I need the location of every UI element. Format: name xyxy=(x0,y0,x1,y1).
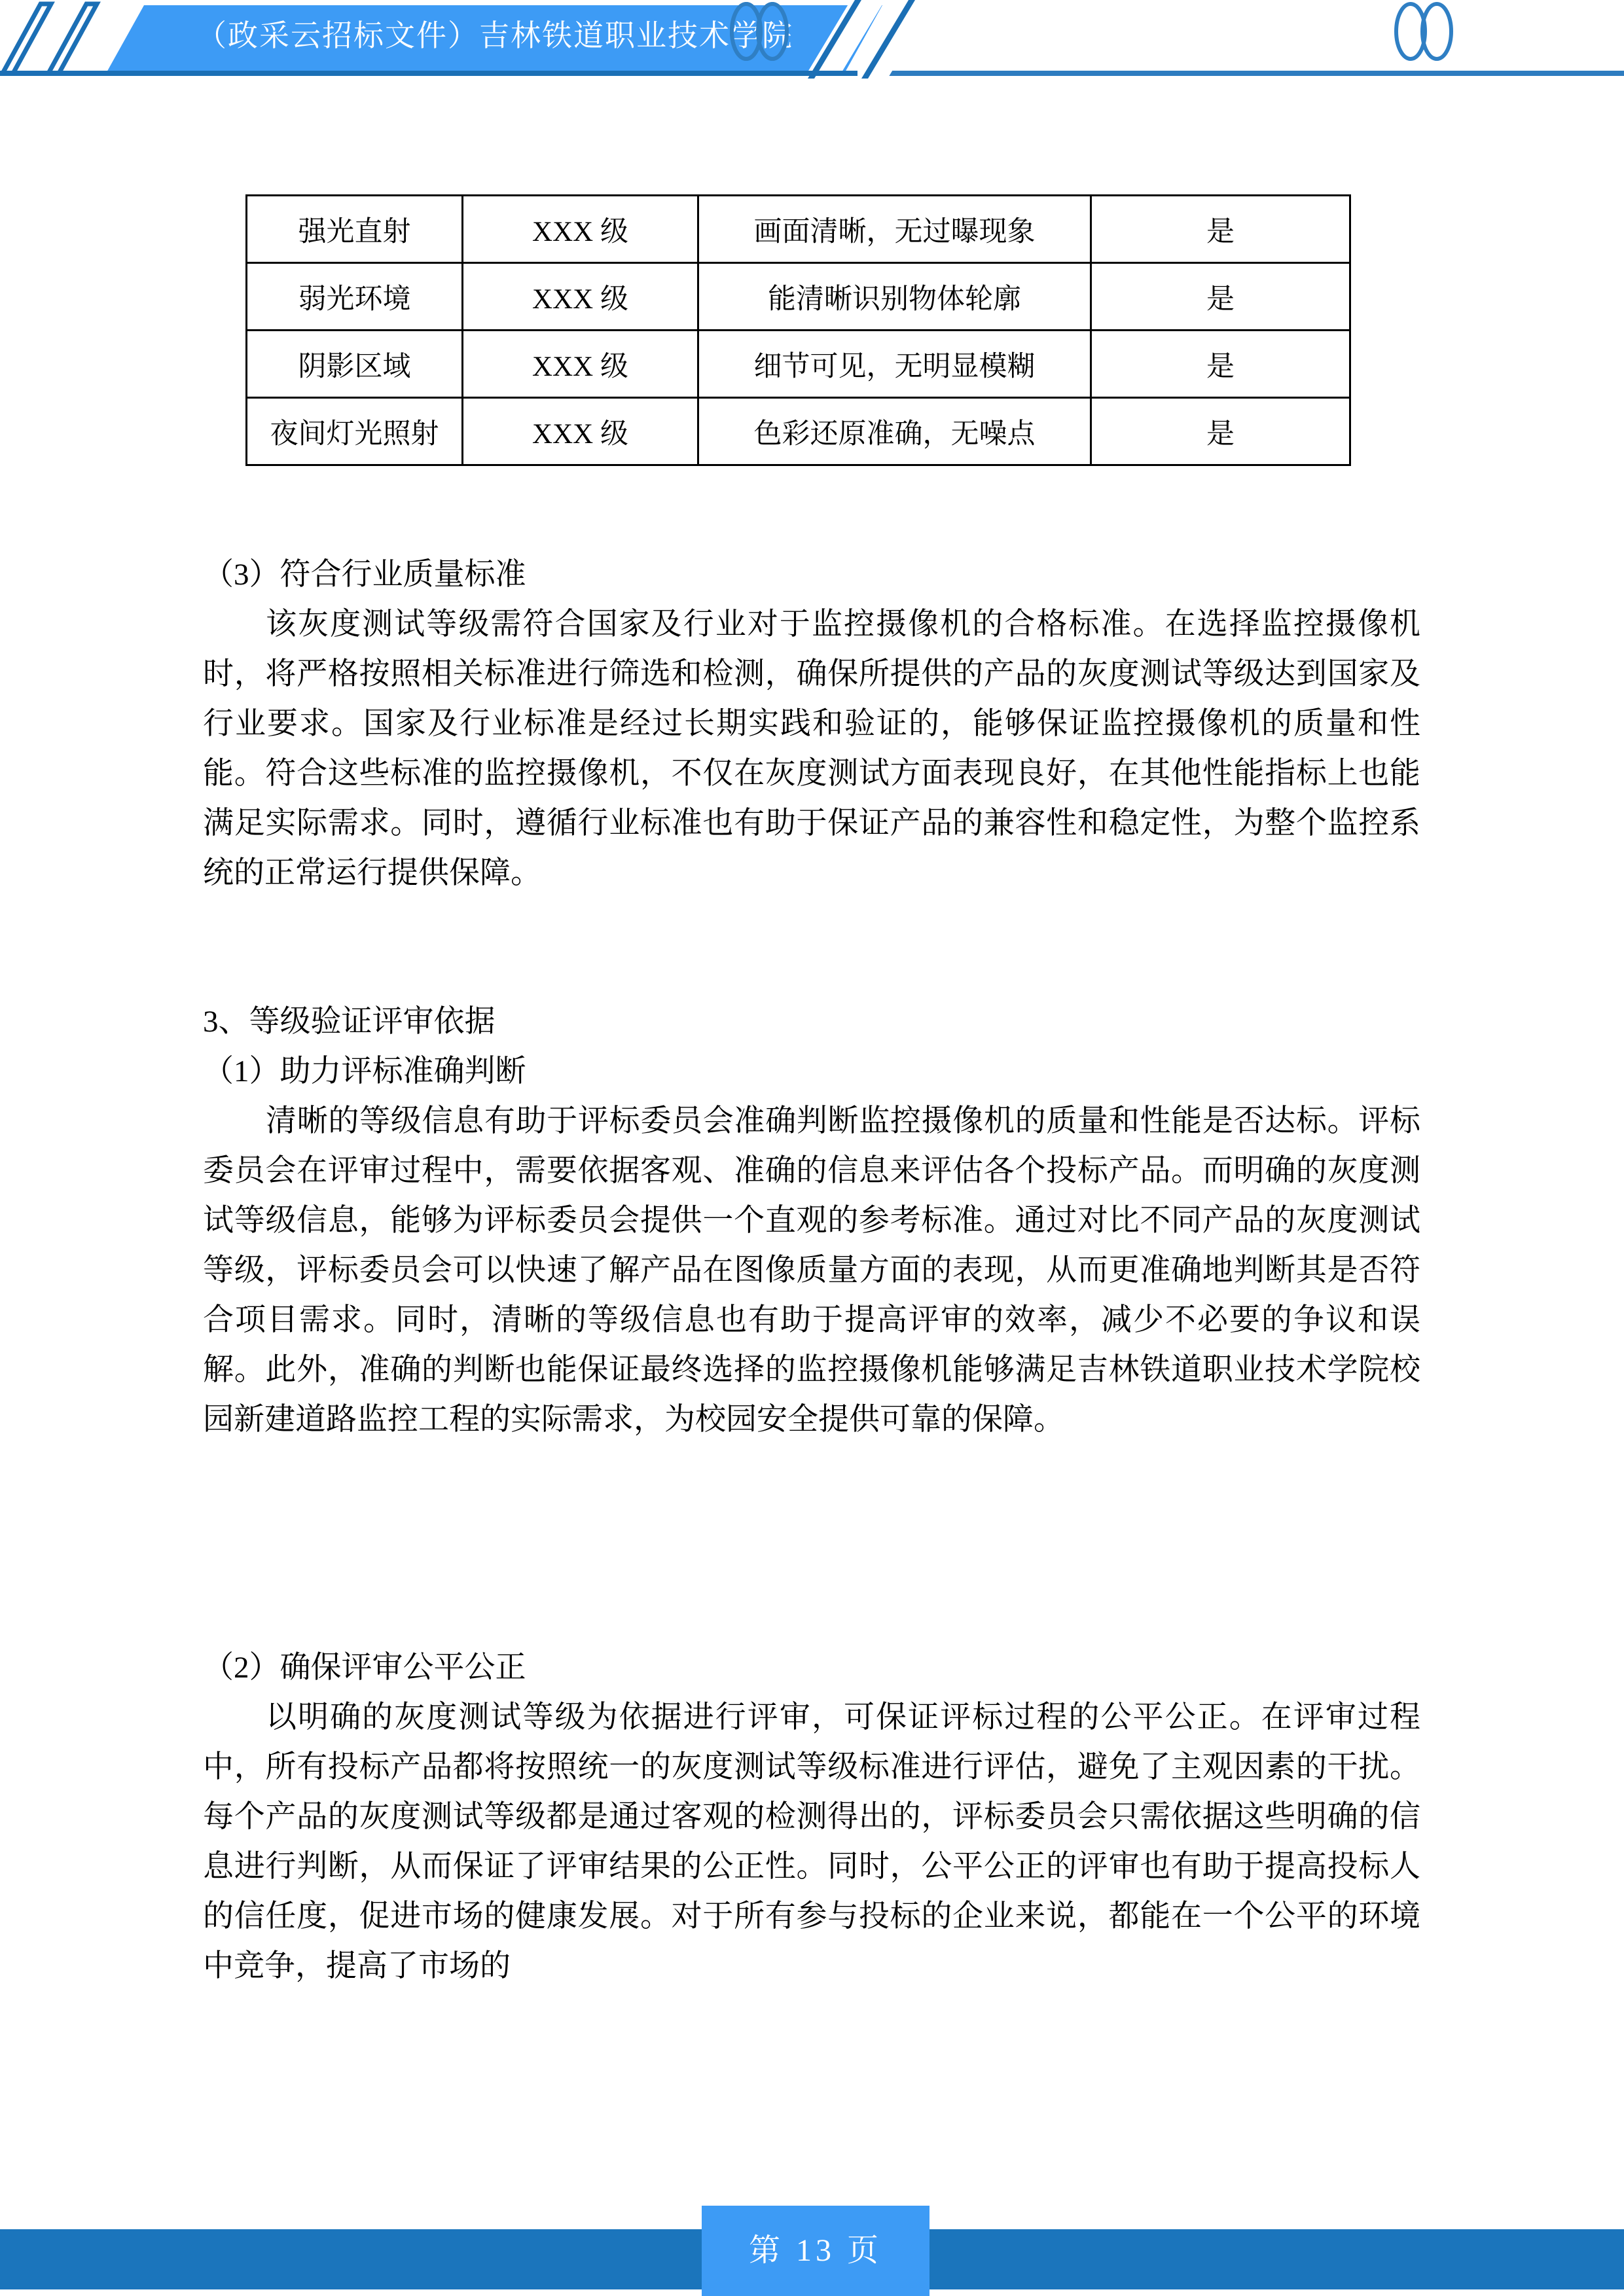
table-row xyxy=(247,196,1350,263)
header-slash-left-1 xyxy=(3,4,51,73)
header-slash-left-2 xyxy=(48,4,97,73)
heading-符合行业质量标准: （3）符合行业质量标准 xyxy=(203,558,526,592)
paragraph-industry-standard: 该灰度测试等级需符合国家及行业对于监控摄像机的合格标准。在选择监控摄像机时，将严格按照相关标准进行筛选和检测，确保所提供的产品的灰度测试等级达到国家及行业要求。国家及行业标准是经过长期实践和验证的，能够保证监控摄像机的质量和性能。符合这些标准的监控摄像机，不仅在灰度测试方面表现良好，在其他性能指标上也能满足实际需求。同时，遵循行业标准也有助于保证产品的兼容性和稳定性，为整个监控系统的正常运行提供保障。 xyxy=(203,607,1420,890)
cell-condition: 强光直射 xyxy=(247,196,463,263)
cell-grade: XXX 级 xyxy=(463,398,698,465)
header-rule-right xyxy=(871,71,1624,76)
paragraph-accurate-judgement: 清晰的等级信息有助于评标委员会准确判断监控摄像机的质量和性能是否达标。评标委员会在评审过程中，需要依据客观、准确的信息来评估各个投标产品。而明确的灰度测试等级信息，能够为评标委员会提供一个直观的参考标准。通过对比不同产品的灰度测试等级，评标委员会可以快速了解产品在图像质量方面的表现，从而更准确地判断其是否符合项目需求。同时，清晰的等级信息也有助于提高评审的效率，减少不必要的争议和误解。此外，准确的判断也能保证最终选择的监控摄像机能够满足吉林铁道职业技术学院校园新建道路监控工程的实际需求，为校园安全提供可靠的保障。 xyxy=(203,1104,1420,1437)
cell-result: 画面清晰，无过曝现象 xyxy=(698,196,1091,263)
cell-result: 能清晰识别物体轮廓 xyxy=(698,263,1091,331)
page-header xyxy=(0,0,1624,79)
cell-grade: XXX 级 xyxy=(463,263,698,331)
paragraph-fairness: 以明确的灰度测试等级为依据进行评审，可保证评标过程的公平公正。在评审过程中，所有投标产品都将按照统一的灰度测试等级标准进行评估，避免了主观因素的干扰。每个产品的灰度测试等级都是通过客观的检测得出的，评标委员会只需依据这些明确的信息进行判断，从而保证了评审结果的公正性。同时，公平公正的评审也有助于提高投标人的信任度，促进市场的健康发展。对于所有参与投标的企业来说，都能在一个公平的环境中竞争，提高了市场的 xyxy=(203,1700,1420,1983)
cell-condition: 阴影区域 xyxy=(247,331,463,398)
cell-pass: 是 xyxy=(1091,196,1350,263)
cell-pass: 是 xyxy=(1091,398,1350,465)
cell-grade: XXX 级 xyxy=(463,196,698,263)
page-footer xyxy=(0,2178,1624,2296)
heading-助力评标准确判断: （1）助力评标准确判断 xyxy=(203,1054,526,1088)
table-row xyxy=(247,398,1350,465)
cell-condition: 弱光环境 xyxy=(247,263,463,331)
table-row xyxy=(247,263,1350,331)
cell-condition: 夜间灯光照射 xyxy=(247,398,463,465)
page-number: 第 13 页 xyxy=(748,2233,882,2268)
heading-等级验证评审依据: 3、等级验证评审依据 xyxy=(203,1005,496,1039)
header-rule-left xyxy=(0,71,857,76)
grayscale-test-table xyxy=(245,194,1351,466)
cell-result: 色彩还原准确，无噪点 xyxy=(698,398,1091,465)
header-title: （政采云招标文件）吉林铁道职业技术学院 xyxy=(196,19,793,52)
cell-grade: XXX 级 xyxy=(463,331,698,398)
table-row xyxy=(247,331,1350,398)
cell-pass: 是 xyxy=(1091,331,1350,398)
cell-pass: 是 xyxy=(1091,263,1350,331)
heading-确保评审公平公正: （2）确保评审公平公正 xyxy=(203,1651,526,1685)
cell-result: 细节可见，无明显模糊 xyxy=(698,331,1091,398)
